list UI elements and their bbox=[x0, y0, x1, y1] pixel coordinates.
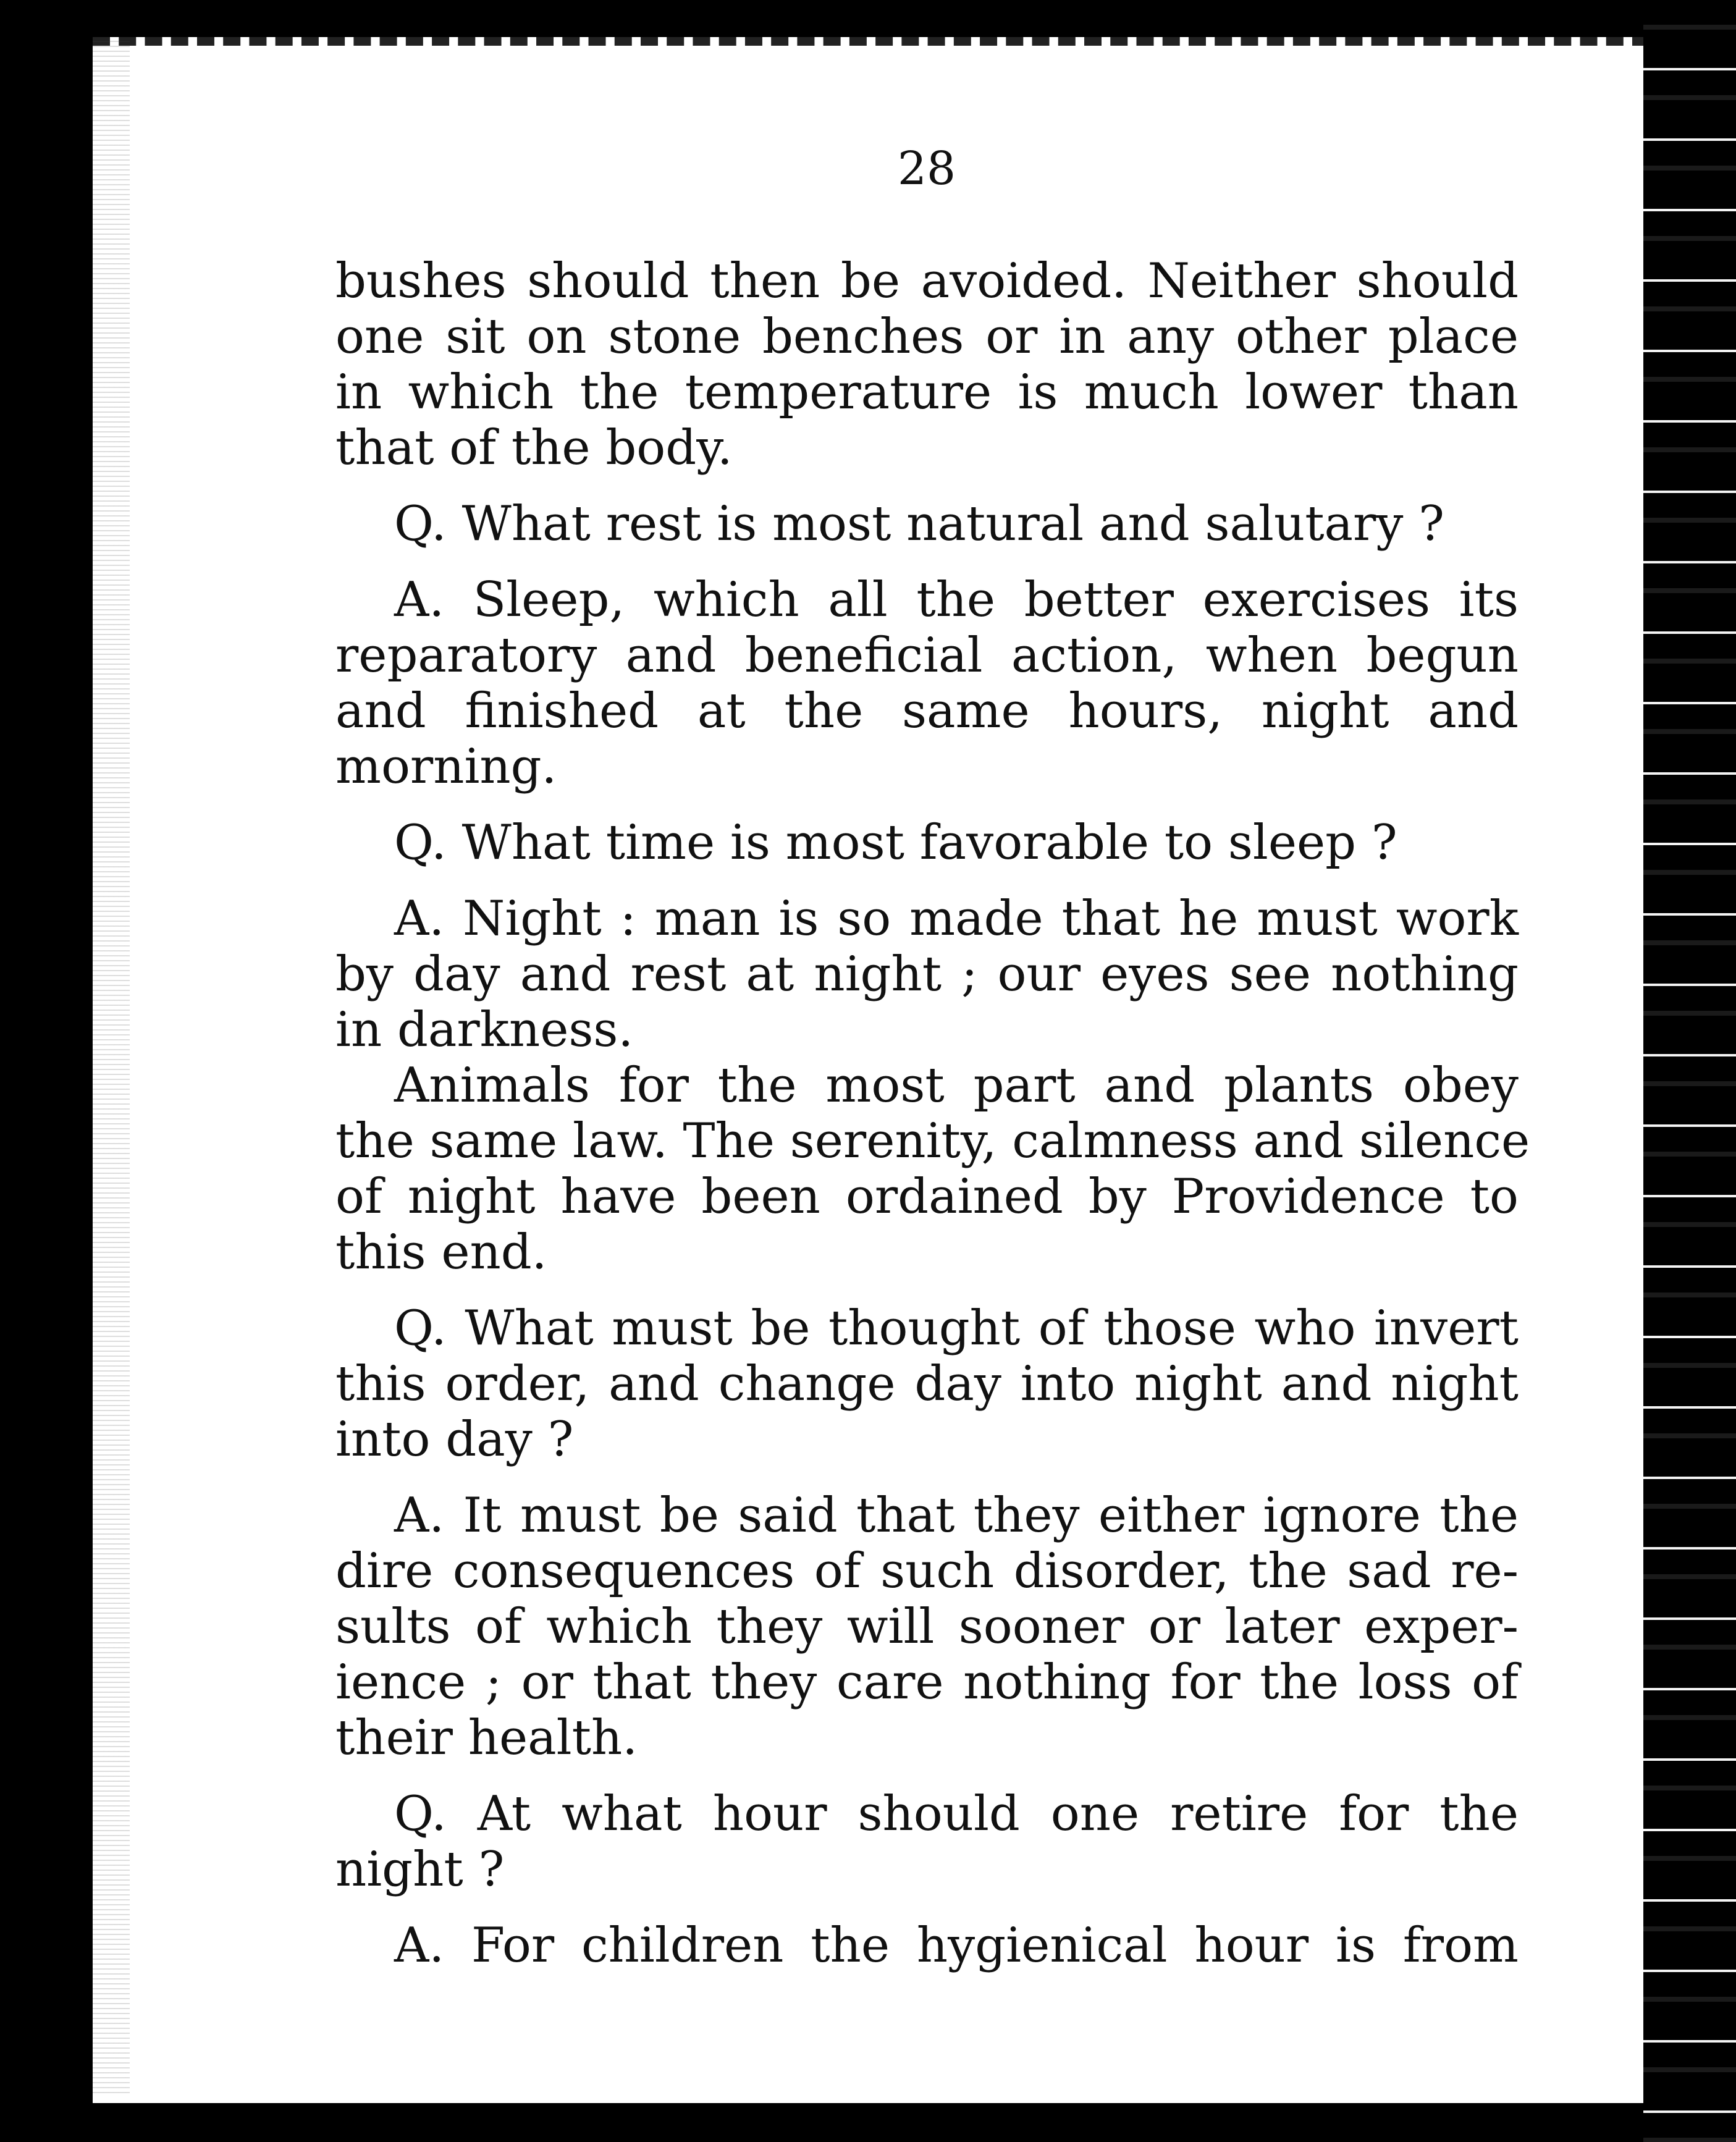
question-line: Q. What must be thought of those who invert bbox=[394, 1301, 1519, 1356]
page-edge-shadow bbox=[93, 37, 130, 2094]
text-line: night ? bbox=[335, 1842, 505, 1897]
text-line: and finished at the same hours, night and bbox=[335, 683, 1519, 739]
text-line: ience ; or that they care nothing for the loss of bbox=[335, 1655, 1519, 1710]
answer-line: A. Night : man is so made that he must work bbox=[394, 891, 1519, 947]
text-line: bushes should then be avoided. Neither should bbox=[335, 253, 1519, 309]
answer-line: A. Sleep, which all the better exercises its bbox=[394, 572, 1519, 628]
text-line: in darkness. bbox=[335, 1002, 634, 1058]
book-spine bbox=[1643, 0, 1736, 2142]
answer-line: A. It must be said that they either ignore the bbox=[394, 1488, 1519, 1543]
text-line: in which the temperature is much lower than bbox=[335, 365, 1519, 420]
text-line: one sit on stone benches or in any other place bbox=[335, 309, 1519, 365]
text-line: the same law. The serenity, calmness and silence bbox=[335, 1113, 1530, 1169]
page-number: 28 bbox=[897, 142, 956, 195]
text-line: dire consequences of such disorder, the sad re- bbox=[335, 1543, 1519, 1599]
text-line: of night have been ordained by Providence to bbox=[335, 1169, 1519, 1225]
text-line: reparatory and beneficial action, when begun bbox=[335, 628, 1519, 683]
answer-line: A. For children the hygienical hour is from bbox=[394, 1918, 1519, 1973]
question-line: Q. At what hour should one retire for the bbox=[394, 1786, 1519, 1842]
text-line: sults of which they will sooner or later exper- bbox=[335, 1599, 1519, 1655]
body-text bbox=[335, 253, 1530, 1973]
question-line: Q. What rest is most natural and salutary ? bbox=[394, 496, 1445, 552]
text-line: this end. bbox=[335, 1225, 547, 1280]
text-line: Animals for the most part and plants obey bbox=[394, 1058, 1519, 1113]
text-line: this order, and change day into night and night bbox=[335, 1356, 1519, 1412]
text-line: morning. bbox=[335, 739, 557, 795]
text-line: that of the body. bbox=[335, 420, 733, 476]
question-line: Q. What time is most favorable to sleep ? bbox=[394, 815, 1397, 871]
text-line: their health. bbox=[335, 1710, 638, 1766]
text-line: into day ? bbox=[335, 1412, 574, 1467]
text-line: by day and rest at night ; our eyes see nothing bbox=[335, 947, 1519, 1002]
